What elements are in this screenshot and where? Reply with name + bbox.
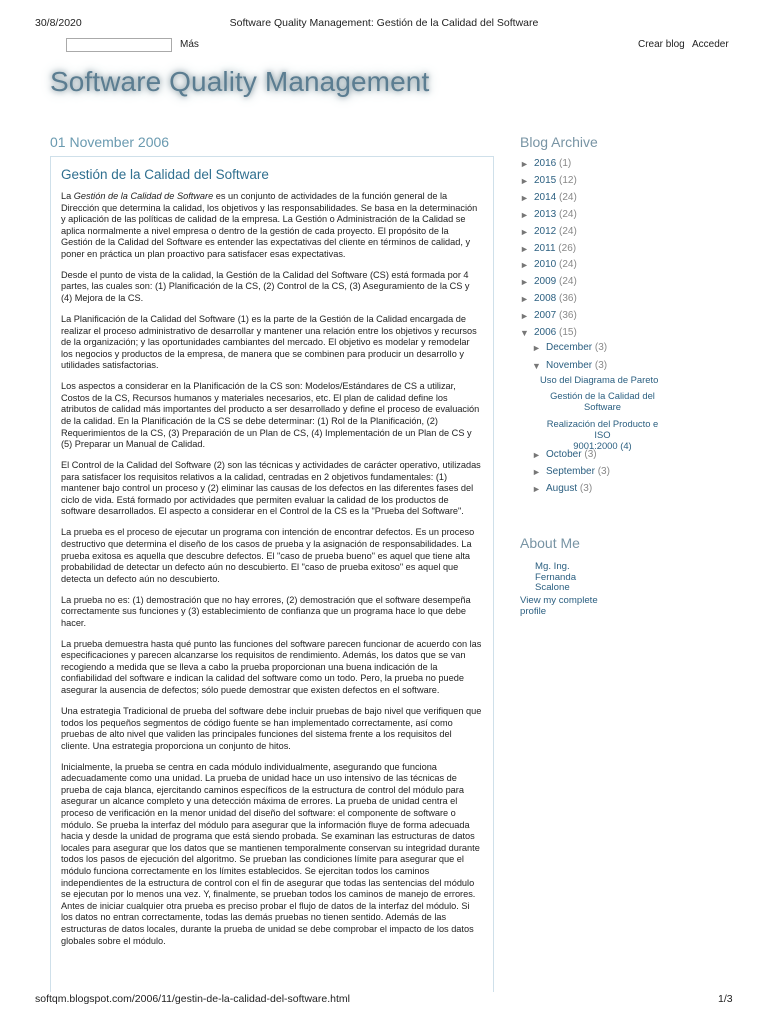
archive-month-september[interactable]: September (3) <box>546 466 610 477</box>
create-blog-link[interactable]: Crear blog <box>638 39 685 50</box>
toggle-arrow-icon[interactable]: ► <box>532 467 541 477</box>
archive-year-2010[interactable]: 2010 (24) <box>534 259 577 271</box>
post-paragraph: Inicialmente, la prueba se centra en cada módulo individualmente, asegurando que funciona adecuadamente como una unidad. La prueba de unidad hace un uso intensivo de las técnicas de prueba de caja blanca, ejercitando caminos específicos de la estructura de control del módulo para asegurar un alcance completo y una detección máxima de errores. La prueba de unidad centra el proceso de verificación en la menor unidad del diseño del software: el componente de software o módulo. Se prueba la interfaz del módulo para asegurar que la información fluye de forma adecuada hacia y desde la unidad de programa que está siendo probada. Se examinan las estructuras de datos locales para asegurar que los datos que se mantienen temporalmente conservan su integridad durante todos los pasos de ejecución del algoritmo. Se prueban las condiciones límite para asegurar que el módulo funciona correctamente en los límites establecidos. Se ejercitan todos los caminos independientes de la estructura de control con el fin de asegurar que todas las sentencias del módulo se ejecutan por lo menos una vez. Y, finalmente, se prueban todos los caminos de manejo de errores. Antes de iniciar cualquier otra prueba es preciso probar el flujo de datos de la interfaz del módulo. Si los datos no entran correctamente, todas las demás pruebas no tienen sentido. Además de las estructuras de datos locales, durante la prueba de unidad se debe comprobar el impacto de los datos globales sobre el módulo. <box>61 761 480 946</box>
toggle-arrow-icon[interactable]: ► <box>520 226 529 237</box>
view-profile-link[interactable]: View my complete profile <box>520 595 598 617</box>
archive-month-october[interactable]: October (3) <box>546 449 597 460</box>
archive-year-2006[interactable]: 2006 (15) <box>534 327 577 338</box>
archive-month-december[interactable]: December (3) <box>546 342 608 353</box>
toggle-arrow-icon[interactable]: ► <box>520 192 529 203</box>
print-date: 30/8/2020 <box>35 17 82 29</box>
toggle-arrow-icon[interactable]: ► <box>520 294 529 305</box>
post-paragraph: Una estrategia Tradicional de prueba del software debe incluir pruebas de bajo nivel que verifiquen que todos los pequeños segmentos de código fuente se han implementado correctamente, así como pruebas de alto nivel que validen las principales funciones del sistema frente a los requisitos del cliente. Una estrategia proporciona un conjunto de hitos. <box>61 705 482 751</box>
archive-year-2015[interactable]: 2015 (12) <box>534 174 577 186</box>
toggle-arrow-icon[interactable]: ► <box>520 209 529 220</box>
archive-year-2016[interactable]: 2016 (1) <box>534 158 572 169</box>
archive-year-2007[interactable]: 2007 (36) <box>534 310 577 322</box>
post-paragraph: La prueba no es: (1) demostración que no hay errores, (2) demostración que el software desempeña correctamente sus funciones y (3) establecimiento de confianza que un programa hace lo que debe hacer. <box>61 594 471 628</box>
navbar-search-input[interactable] <box>66 38 172 52</box>
post-paragraph: Desde el punto de vista de la calidad, la Gestión de la Calidad del Software (CS) está formada por 4 partes, las cuales son: (1) Planificación de la CS, (2) Control de la CS, (3) Aseguramiento de la CS y (4) Mejora de la CS. <box>61 269 470 304</box>
post-paragraph: Los aspectos a considerar en la Planificación de la CS son: Modelos/Estándares de CS a utilizar, Costos de la CS, Recursos humanos y materiales necesarios, etc. El plan de calidad define los atributos de calidad más importantes del producto a ser desarrollado y define el proceso de evaluación de la calidad. En la Planificación de la CS se debe determinar: (1) Rol de la Planificación, (2) Requerimientos de la CS, (3) Preparación de un Plan de CS, (4) Implementación de un Plan de CS y (5) Preparar un Manual de Calidad. <box>61 381 480 450</box>
post-date-header: 01 November 2006 <box>50 134 170 150</box>
archive-month-november[interactable]: November (3) <box>546 359 608 371</box>
post-paragraph: La Gestión de la Calidad de Software es un conjunto de actividades de la función general de la Dirección que determina la calidad, los objetivos y las responsabilidades. Se basa en la determinación y aplicación de las políticas de calidad de la empresa. La Gestión o Administración de la Calidad se aplica normalmente a nivel empresa o dentro de la gestión de cada proyecto. El propósito de la Gestión de la Calidad del Software es entender las expectativas del cliente en términos de calidad, y poner en práctica un plan proactivo para satisfacer esas expectativas. <box>61 191 478 259</box>
post-paragraph: La Planificación de la Calidad del Software (1) es la parte de la Gestión de la Calidad encargada de realizar el proceso administrativo de desarrollar y mantener una relación entre los objetivos y recursos de la organización; y las oportunidades cambiantes del mercado. El objetivo es modelar y remodelar los negocios y productos de la empresa, de manera que se combinen para producir un desarrollo y utilidades satisfactorias. <box>61 313 477 371</box>
toggle-arrow-icon[interactable]: ► <box>520 260 529 271</box>
toggle-arrow-icon[interactable]: ► <box>520 175 529 186</box>
print-doc-title: Software Quality Management: Gestión de la Calidad del Software <box>229 17 539 29</box>
post-paragraph: El Control de la Calidad del Software (2) son las técnicas y actividades de carácter operativo, utilizadas para satisfacer los requisitos relativos a la calidad, centradas en 2 objetivos fundamentales: (1) mantener bajo control un proceso y (2) eliminar las causas de los defectos en las diferentes fases del ciclo de vida. Está formado por actividades que permiten evaluar la calidad de los productos de software desarrollados. El aspecto a considerar en el Control de la CS es la "Prueba del Software". <box>61 460 481 517</box>
post-emphasis: Gestión de la Calidad de Software <box>73 191 214 201</box>
toggle-arrow-icon[interactable]: ▼ <box>532 360 541 371</box>
blog-title[interactable]: Software Quality Management <box>50 66 430 97</box>
archive-year-2008[interactable]: 2008 (36) <box>534 293 577 305</box>
blog-archive-heading: Blog Archive <box>520 134 598 150</box>
archive-year-2014[interactable]: 2014 (24) <box>534 191 577 203</box>
post-paragraph: La prueba demuestra hasta qué punto las funciones del software parecen funcionar de acuerdo con las especificaciones y parecen alcanzarse los requisitos de rendimiento. Además, los datos que se van recogiendo a medida que se lleva a cabo la prueba proporcionan una buena indicación de la confiabilidad del software e indican la calidad del software como un todo. Pero, la prueba no puede asegurar la ausencia de defectos; sólo puede demostrar que existen defectos en el software. <box>61 638 482 696</box>
post-paragraph: La prueba es el proceso de ejecutar un programa con intención de encontrar defectos. Es un proceso destructivo que determina el diseño de los casos de prueba y la asignación de responsabilidades. La prueba exitosa es aquella que descubre defectos. El "caso de prueba bueno" es aquel que tiene alta probabilidad de detectar un defecto aún no descubierto. El "caso de prueba exitoso" es aquel que detecta un defecto aún no descubierto. <box>61 527 475 584</box>
archive-post-link[interactable]: Realización del Producto e ISO 9001:2000 (4) <box>546 418 659 451</box>
toggle-arrow-icon[interactable]: ► <box>520 159 529 169</box>
archive-year-2013[interactable]: 2013 (24) <box>534 208 577 220</box>
post-body <box>61 191 482 956</box>
archive-post-link[interactable]: Gestión de la Calidad del Software <box>550 390 655 412</box>
about-me-heading: About Me <box>520 535 580 551</box>
navbar-more-link[interactable]: Más <box>180 39 199 50</box>
print-url: softqm.blogspot.com/2006/11/gestin-de-la-calidad-del-software.html <box>35 993 350 1005</box>
toggle-arrow-icon[interactable]: ► <box>520 243 529 254</box>
toggle-arrow-icon[interactable]: ► <box>520 277 529 288</box>
archive-month-august[interactable]: August (3) <box>546 483 593 494</box>
toggle-arrow-icon[interactable]: ► <box>520 311 529 322</box>
toggle-arrow-icon[interactable]: ► <box>532 484 541 494</box>
toggle-arrow-icon[interactable]: ▼ <box>520 328 529 338</box>
print-page-number: 1/3 <box>718 993 733 1005</box>
archive-year-2011[interactable]: 2011 (26) <box>534 242 577 254</box>
post-title[interactable]: Gestión de la Calidad del Software <box>61 167 269 182</box>
author-name-link[interactable]: Mg. Ing. Fernanda Scalone <box>535 561 577 593</box>
toggle-arrow-icon[interactable]: ► <box>532 343 541 353</box>
toggle-arrow-icon[interactable]: ► <box>532 450 541 460</box>
archive-post-link[interactable]: Uso del Diagrama de Pareto <box>540 374 659 385</box>
archive-year-2012[interactable]: 2012 (24) <box>534 225 577 237</box>
archive-year-2009[interactable]: 2009 (24) <box>534 276 577 288</box>
sign-in-link[interactable]: Acceder <box>692 39 729 50</box>
